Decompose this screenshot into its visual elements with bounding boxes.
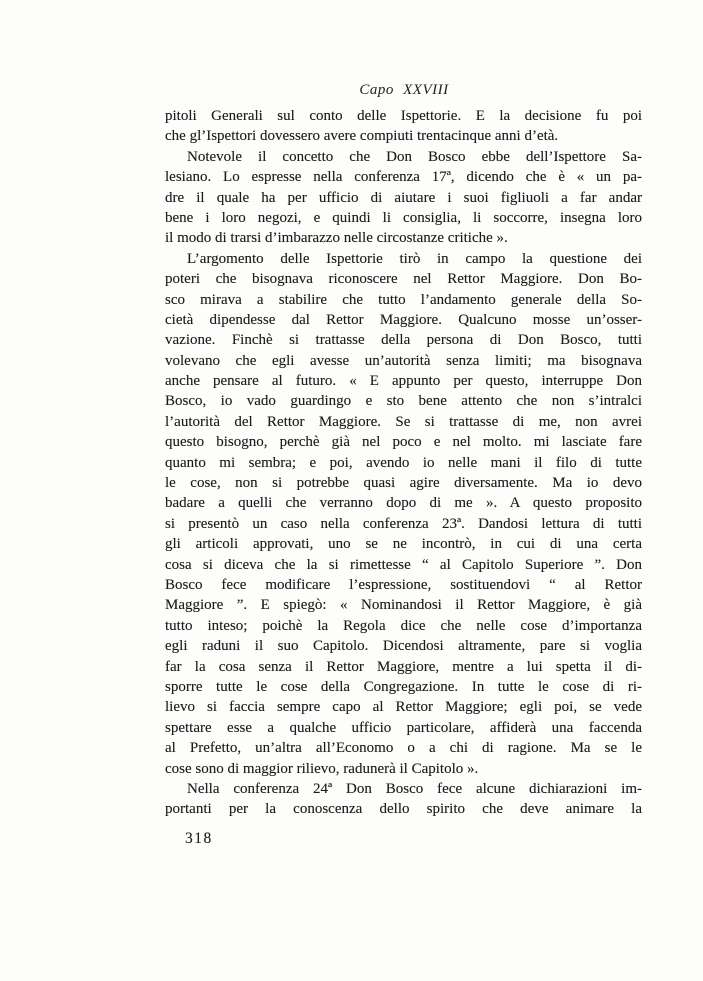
text-line: cosa si diceva che la si rimettesse “ al Capitolo Superiore ”. Don bbox=[165, 556, 642, 573]
text-line: sco mirava a stabilire che tutto l’andamento generale della So- bbox=[165, 291, 642, 308]
text-line: badare a quelli che verranno dopo di me ». A questo proposito bbox=[165, 495, 642, 512]
text-line: volevano che egli avesse un’autorità senza limiti; ma bisognava bbox=[165, 352, 642, 369]
text-line: al Prefetto, un’altra all’Economo o a chi di ragione. Ma se le bbox=[165, 740, 642, 757]
text-line: Nella conferenza 24ª Don Bosco fece alcune dichiarazioni im- bbox=[187, 780, 642, 797]
text-line: Bosco, io vado guardingo e sto bene attento che non s’intralci bbox=[165, 393, 642, 410]
text-line: si presentò un caso nella conferenza 23ª. Dandosi lettura di tutti bbox=[165, 515, 642, 532]
text-line: tutto inteso; poichè la Regola dice che nelle cose d’importanza bbox=[165, 617, 642, 634]
text-line: cietà dipendesse dal Rettor Maggiore. Qualcuno mosse un’osser- bbox=[165, 311, 642, 328]
running-header: Capo XXVIII bbox=[359, 82, 449, 98]
text-line: Maggiore ”. E spiegò: « Nominandosi il Rettor Maggiore, è già bbox=[165, 597, 642, 614]
page-number: 318 bbox=[185, 830, 213, 847]
text-line: lievo si faccia sempre capo al Rettor Maggiore; egli poi, se vede bbox=[165, 699, 642, 716]
text-line: quanto mi sembra; e poi, avendo io nelle mani il filo di tutte bbox=[165, 454, 642, 471]
text-line: che gl’Ispettori dovessero avere compiuti trentacinque anni d’età. bbox=[165, 128, 559, 145]
text-line: vazione. Finchè si trattasse della persona di Don Bosco, tutti bbox=[165, 332, 642, 349]
text-line: far la cosa senza il Rettor Maggiore, mentre a lui spetta il di- bbox=[165, 658, 642, 675]
text-line: anche pensare al futuro. « E appunto per questo, interruppe Don bbox=[165, 373, 642, 390]
text-line: L’argomento delle Ispettorie tirò in campo la questione dei bbox=[187, 250, 642, 267]
text-line: l’autorità del Rettor Maggiore. Se si trattasse di me, non avrei bbox=[165, 413, 642, 430]
text-line: bene i loro negozi, e quindi li consiglia, li soccorre, insegna loro bbox=[165, 209, 642, 226]
text-line: sporre tutte le cose della Congregazione. In tutte le cose di ri- bbox=[165, 678, 642, 695]
text-line: dre il quale ha per ufficio di aiutare i suoi figliuoli a far andar bbox=[165, 189, 642, 206]
text-block bbox=[165, 106, 642, 820]
text-line: poteri che bisognava riconoscere nel Rettor Maggiore. Don Bo- bbox=[165, 271, 642, 288]
text-line: questo bisogno, perchè già nel poco e nel molto. mi lasciate fare bbox=[165, 434, 642, 451]
text-line: cose sono di maggior rilievo, radunerà il Capitolo ». bbox=[165, 760, 479, 777]
text-line: portanti per la conoscenza dello spirito che deve animare la bbox=[165, 801, 642, 818]
text-line: Notevole il concetto che Don Bosco ebbe dell’Ispettore Sa- bbox=[187, 148, 642, 165]
text-line: Bosco fece modificare l’espressione, sostituendovi “ al Rettor bbox=[165, 576, 642, 593]
text-line: pitoli Generali sul conto delle Ispettorie. E la decisione fu poi bbox=[165, 108, 642, 124]
text-line: gli articoli approvati, uno se ne incontrò, in cui di una certa bbox=[165, 536, 642, 553]
text-line: lesiano. Lo espresse nella conferenza 17ª, dicendo che è « un pa- bbox=[165, 169, 642, 186]
text-line: spettare esse a qualche ufficio particolare, affiderà una faccenda bbox=[165, 719, 642, 736]
text-line: le cose, non si potrebbe quasi agire diversamente. Ma io devo bbox=[165, 475, 642, 492]
text-line: egli raduni il suo Capitolo. Dicendosi altramente, pare si voglia bbox=[165, 638, 642, 655]
text-line: il modo di trarsi d’imbarazzo nelle circostanze critiche ». bbox=[165, 230, 508, 247]
